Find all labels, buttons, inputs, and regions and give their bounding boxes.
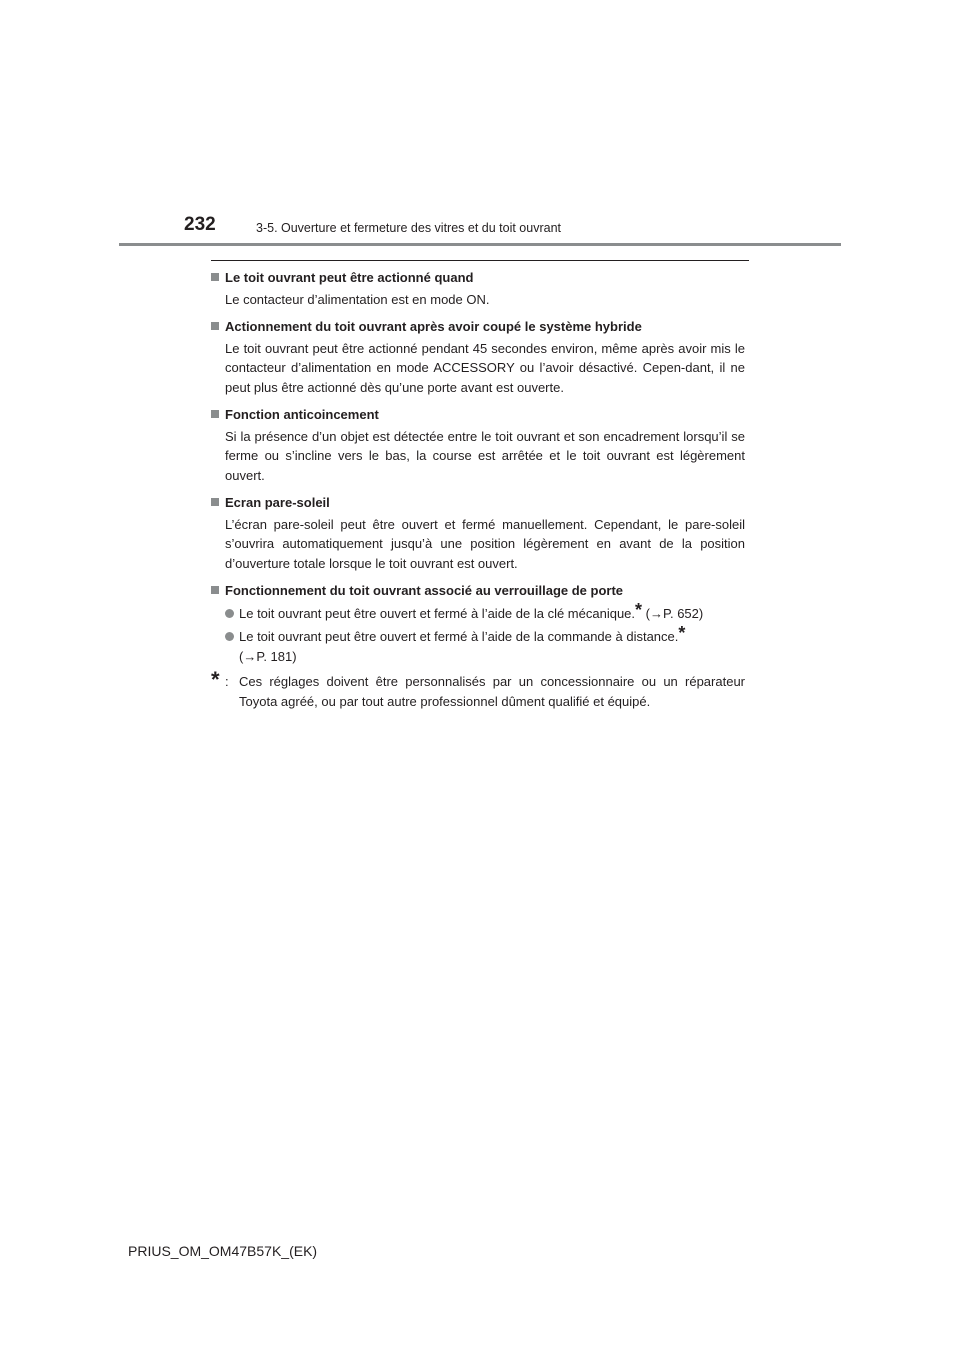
document-code: PRIUS_OM_OM47B57K_(EK) [128,1243,318,1259]
section-text: Le contacteur d’alimentation est en mode ON. [225,291,490,307]
square-bullet-icon [211,322,219,330]
section-text: Si la présence d’un objet est détectée entre le toit ouvrant et son encadrement lorsqu’il se ferme ou s’incline vers le bas, la course est arrêtée et le toit ouvrant est légèrement ouvert. [225,428,745,483]
asterisk-mark: * [678,623,686,643]
section-heading: Actionnement du toit ouvrant après avoir coupé le système hybride [211,317,745,337]
section-heading: Ecran pare-soleil [211,493,745,513]
page-reference: (→P. 652) [642,605,704,621]
asterisk-mark: * [635,599,643,620]
section-heading: Le toit ouvrant peut être actionné quand [211,268,745,288]
section-heading: Fonction anticoincement [211,405,745,425]
square-bullet-icon [211,586,219,594]
square-bullet-icon [211,410,219,418]
footnote [211,667,745,711]
section-text: Le toit ouvrant peut être actionné pendant 45 secondes environ, même après avoir mis le contacteur d’alimentation en mode ACCESSORY ou l’avoir désactivé. Cepen-dant, il ne peut plus être actionné dès qu’une porte avant est ouverte. [225,340,745,395]
footnote-colon: : [225,674,229,689]
circle-bullet-icon [225,609,234,618]
content-area [211,268,745,711]
section-rule [211,260,749,261]
section-heading: Fonctionnement du toit ouvrant associé au verrouillage de porte [211,581,745,601]
square-bullet-icon [211,273,219,281]
circle-bullet-icon [225,632,234,641]
header-rule [119,243,841,246]
page-number: 232 [184,214,216,235]
list-item: Le toit ouvrant peut être ouvert et fermé à l’aide de la clé mécanique.* (→P. 652) [225,604,745,624]
footnote-text: Ces réglages doivent être personnalisés par un concessionnaire ou un réparateur Toyota agréé, ou par tout autre professionnel dûment qualifié et équipé. [239,674,745,709]
footnote-asterisk: * [211,667,220,692]
section-text: L’écran pare-soleil peut être ouvert et fermé manuellement. Cependant, le pare-soleil s’ouvrira automatiquement jusqu’à une position légèrement en avant de la position d’ouverture totale lorsque le toit ouvrant est ouvert. [225,516,745,571]
chapter-title: 3-5. Ouverture et fermeture des vitres et du toit ouvrant [256,221,562,235]
page-reference: (→P. 181) [239,648,297,664]
list-item: Le toit ouvrant peut être ouvert et fermé à l’aide de la commande à distance.* (→P. 181) [225,627,745,666]
square-bullet-icon [211,498,219,506]
